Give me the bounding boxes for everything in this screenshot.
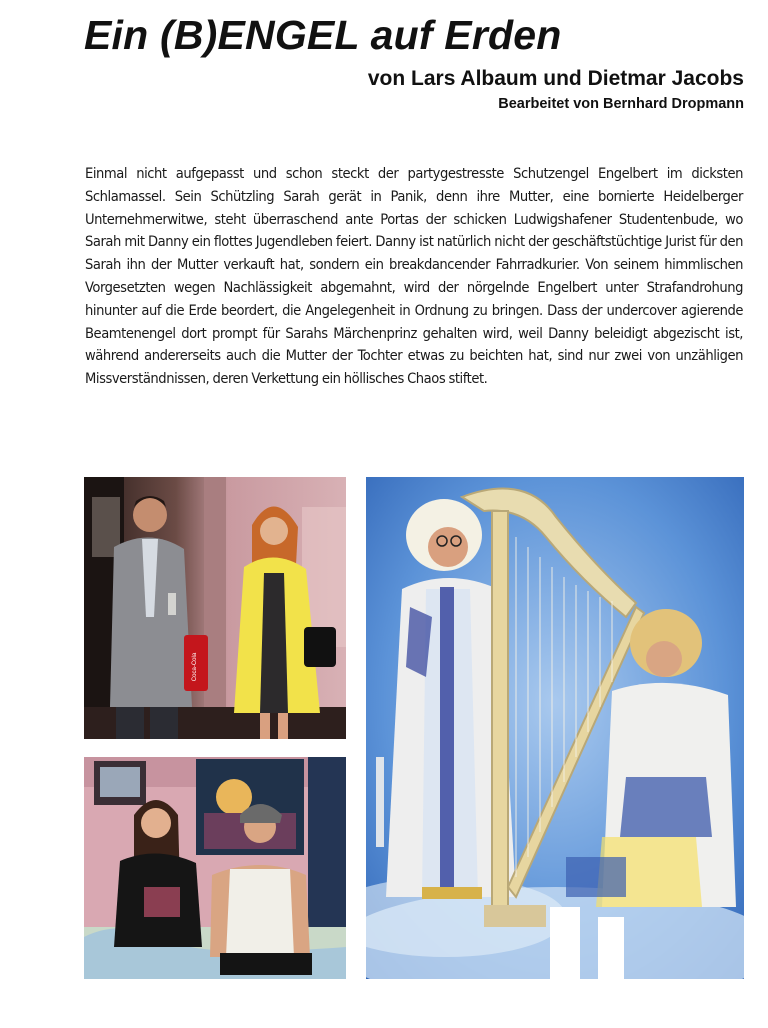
- editor-line: Bearbeitet von Bernhard Dropmann: [498, 96, 744, 112]
- synopsis-paragraph: Einmal nicht aufgepasst und schon steckt der partygestresste Schutzengel Engelbert im dicksten Schlamassel. Sein Schützling Sarah gerät in Panik, denn ihre Mutter, eine bornierte Heidelberger Unternehmerwitwe, steht überraschend ante Portas der schicken Ludwigshafener Studentenbude, wo Sarah mit Danny ein flottes Jugendleben feiert. Danny ist natürlich nicht der geschäftstüchtige Jurist für den Sarah ihn der Mutter verkauft hat, sondern ein breakdancender Fahrradkurier. Von seinem himmlischen Vorgesetzten wegen Nachlässigkeit abgemahnt, wird der nörgelnde Engelbert unter Strafandrohung hinunter auf die Erde beordert, die Angelegenheit in Ordnung zu bringen. Dass der undercover agierende Beamtenengel dort prompt für Sarahs Märchenprinz gehalten wird, weil Danny beleidigt abgezischt ist, während andererseits auch die Mutter der Tochter etwas zu beichten hat, sind nur zwei von unzähligen Missverständnissen, deren Verkettung ein höllisches Chaos stiftet.: [85, 165, 743, 388]
- photo-man-and-woman-in-yellow-coat: [84, 477, 346, 739]
- page-title: Ein (B)ENGEL auf Erden: [84, 12, 562, 58]
- cola-can-label: Coca-Cola: [192, 652, 198, 682]
- photo-couple-on-bed: [84, 757, 346, 979]
- authors-line: von Lars Albaum und Dietmar Jacobs: [367, 67, 744, 90]
- photo-angels-with-harp: [366, 477, 744, 979]
